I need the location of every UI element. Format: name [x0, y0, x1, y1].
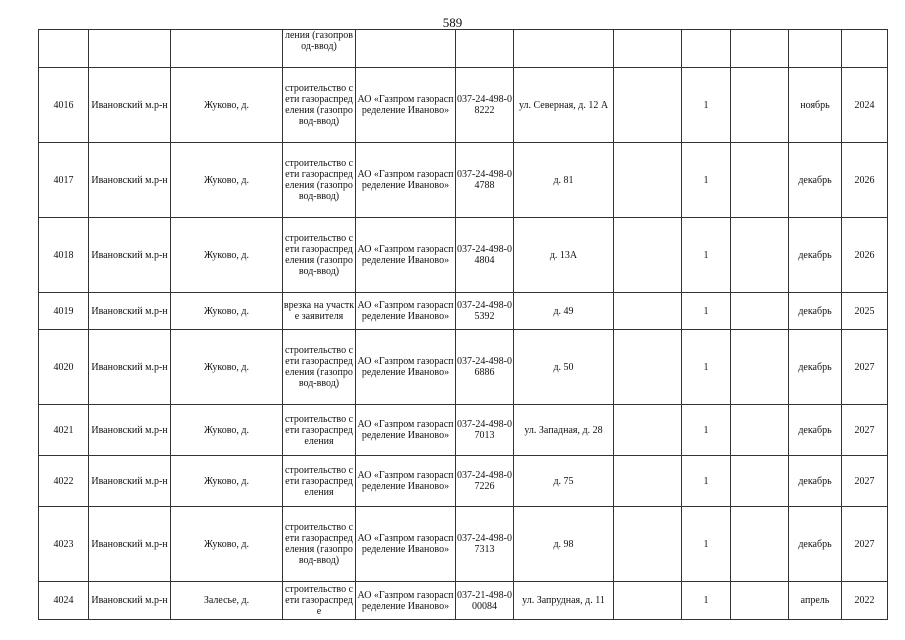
cell-c8 [614, 143, 682, 218]
cell-num: 4017 [39, 143, 89, 218]
cell-type: строительство сети газораспределения [283, 456, 356, 507]
cell-qty: 1 [682, 218, 731, 293]
cell-c8 [614, 293, 682, 330]
table-row [39, 218, 888, 293]
cell-num: 4022 [39, 456, 89, 507]
cell-code: 037-24-498-07013 [456, 405, 514, 456]
cell-org: АО «Газпром газораспределение Иваново» [356, 456, 456, 507]
cell-code: 037-24-498-05392 [456, 293, 514, 330]
cell-address: ул. Северная, д. 12 А [514, 68, 614, 143]
cell-type: строительство сети газораспределения [283, 405, 356, 456]
cell-num: 4018 [39, 218, 89, 293]
cell-code [456, 30, 514, 68]
cell-address: д. 81 [514, 143, 614, 218]
cell-c10 [731, 405, 789, 456]
cell-year: 2027 [842, 456, 888, 507]
cell-qty: 1 [682, 293, 731, 330]
cell-month: декабрь [789, 405, 842, 456]
cell-qty: 1 [682, 405, 731, 456]
cell-code: 037-24-498-06886 [456, 330, 514, 405]
table-row [39, 330, 888, 405]
cell-c8 [614, 507, 682, 582]
cell-month: декабрь [789, 293, 842, 330]
cell-settlement: Жуково, д. [171, 507, 283, 582]
cell-year: 2024 [842, 68, 888, 143]
cell-year: 2026 [842, 218, 888, 293]
cell-settlement: Жуково, д. [171, 218, 283, 293]
cell-district: Ивановский м.р-н [89, 582, 171, 620]
cell-type: строительство сети газораспределения (газопровод-ввод) [283, 68, 356, 143]
cell-type: ления (газопровод-ввод) [283, 30, 356, 68]
cell-c10 [731, 456, 789, 507]
cell-qty: 1 [682, 143, 731, 218]
cell-year: 2022 [842, 582, 888, 620]
cell-year: 2027 [842, 330, 888, 405]
cell-org: АО «Газпром газораспределение Иваново» [356, 143, 456, 218]
cell-address: д. 98 [514, 507, 614, 582]
cell-num: 4023 [39, 507, 89, 582]
cell-district: Ивановский м.р-н [89, 218, 171, 293]
cell-type: врезка на участке заявителя [283, 293, 356, 330]
cell-num: 4019 [39, 293, 89, 330]
cell-month: декабрь [789, 507, 842, 582]
cell-c8 [614, 330, 682, 405]
table-row [39, 293, 888, 330]
cell-num: 4016 [39, 68, 89, 143]
table-body [39, 30, 888, 620]
cell-c8 [614, 218, 682, 293]
cell-code: 037-24-498-07226 [456, 456, 514, 507]
cell-c10 [731, 330, 789, 405]
cell-month: декабрь [789, 218, 842, 293]
cell-settlement: Залесье, д. [171, 582, 283, 620]
cell-num: 4020 [39, 330, 89, 405]
cell-c8 [614, 68, 682, 143]
cell-org: АО «Газпром газораспределение Иваново» [356, 507, 456, 582]
cell-district: Ивановский м.р-н [89, 143, 171, 218]
cell-c8 [614, 456, 682, 507]
cell-address [514, 30, 614, 68]
cell-month: декабрь [789, 330, 842, 405]
cell-org: АО «Газпром газораспределение Иваново» [356, 293, 456, 330]
cell-type: строительство сети газораспределения (газопровод-ввод) [283, 143, 356, 218]
cell-year: 2026 [842, 143, 888, 218]
cell-qty: 1 [682, 330, 731, 405]
cell-month [789, 30, 842, 68]
table-row [39, 405, 888, 456]
cell-type: строительство сети газораспределения (газопровод-ввод) [283, 507, 356, 582]
cell-c8 [614, 405, 682, 456]
table-row [39, 456, 888, 507]
cell-month: декабрь [789, 143, 842, 218]
cell-qty: 1 [682, 456, 731, 507]
cell-address: д. 75 [514, 456, 614, 507]
cell-address: ул. Запрудная, д. 11 [514, 582, 614, 620]
cell-code: 037-24-498-07313 [456, 507, 514, 582]
cell-settlement: Жуково, д. [171, 456, 283, 507]
cell-code: 037-24-498-04804 [456, 218, 514, 293]
table-row [39, 68, 888, 143]
cell-qty: 1 [682, 507, 731, 582]
gas-connection-table [38, 29, 888, 620]
cell-org: АО «Газпром газораспределение Иваново» [356, 405, 456, 456]
table-row-continuation [39, 30, 888, 68]
cell-org [356, 30, 456, 68]
table-row [39, 143, 888, 218]
cell-address: д. 13А [514, 218, 614, 293]
cell-district [89, 30, 171, 68]
cell-month: апрель [789, 582, 842, 620]
cell-district: Ивановский м.р-н [89, 405, 171, 456]
cell-c10 [731, 68, 789, 143]
cell-c8 [614, 30, 682, 68]
cell-year [842, 30, 888, 68]
cell-code: 037-24-498-04788 [456, 143, 514, 218]
cell-settlement [171, 30, 283, 68]
cell-qty: 1 [682, 582, 731, 620]
cell-month: декабрь [789, 456, 842, 507]
cell-year: 2027 [842, 507, 888, 582]
cell-c10 [731, 582, 789, 620]
cell-district: Ивановский м.р-н [89, 293, 171, 330]
cell-type: строительство сети газораспределения (газопровод-ввод) [283, 330, 356, 405]
cell-org: АО «Газпром газораспределение Иваново» [356, 582, 456, 620]
cell-num: 4021 [39, 405, 89, 456]
cell-num: 4024 [39, 582, 89, 620]
cell-address: д. 49 [514, 293, 614, 330]
cell-num [39, 30, 89, 68]
cell-district: Ивановский м.р-н [89, 507, 171, 582]
cell-district: Ивановский м.р-н [89, 330, 171, 405]
cell-code: 037-24-498-08222 [456, 68, 514, 143]
cell-year: 2027 [842, 405, 888, 456]
cell-settlement: Жуково, д. [171, 143, 283, 218]
cell-district: Ивановский м.р-н [89, 456, 171, 507]
cell-c10 [731, 143, 789, 218]
cell-year: 2025 [842, 293, 888, 330]
cell-org: АО «Газпром газораспределение Иваново» [356, 68, 456, 143]
cell-type: строительство сети газораспределения (газопровод-ввод) [283, 218, 356, 293]
cell-c10 [731, 218, 789, 293]
cell-settlement: Жуково, д. [171, 405, 283, 456]
cell-org: АО «Газпром газораспределение Иваново» [356, 218, 456, 293]
table-row [39, 582, 888, 620]
cell-type: строительство сети газораспреде [283, 582, 356, 620]
cell-month: ноябрь [789, 68, 842, 143]
cell-qty [682, 30, 731, 68]
cell-qty: 1 [682, 68, 731, 143]
cell-address: ул. Западная, д. 28 [514, 405, 614, 456]
cell-settlement: Жуково, д. [171, 330, 283, 405]
cell-district: Ивановский м.р-н [89, 68, 171, 143]
cell-c10 [731, 30, 789, 68]
cell-c8 [614, 582, 682, 620]
cell-settlement: Жуково, д. [171, 293, 283, 330]
page-number: 589 [442, 15, 463, 30]
cell-org: АО «Газпром газораспределение Иваново» [356, 330, 456, 405]
table-row [39, 507, 888, 582]
cell-code: 037-21-498-000084 [456, 582, 514, 620]
cell-c10 [731, 507, 789, 582]
cell-settlement: Жуково, д. [171, 68, 283, 143]
cell-address: д. 50 [514, 330, 614, 405]
cell-c10 [731, 293, 789, 330]
